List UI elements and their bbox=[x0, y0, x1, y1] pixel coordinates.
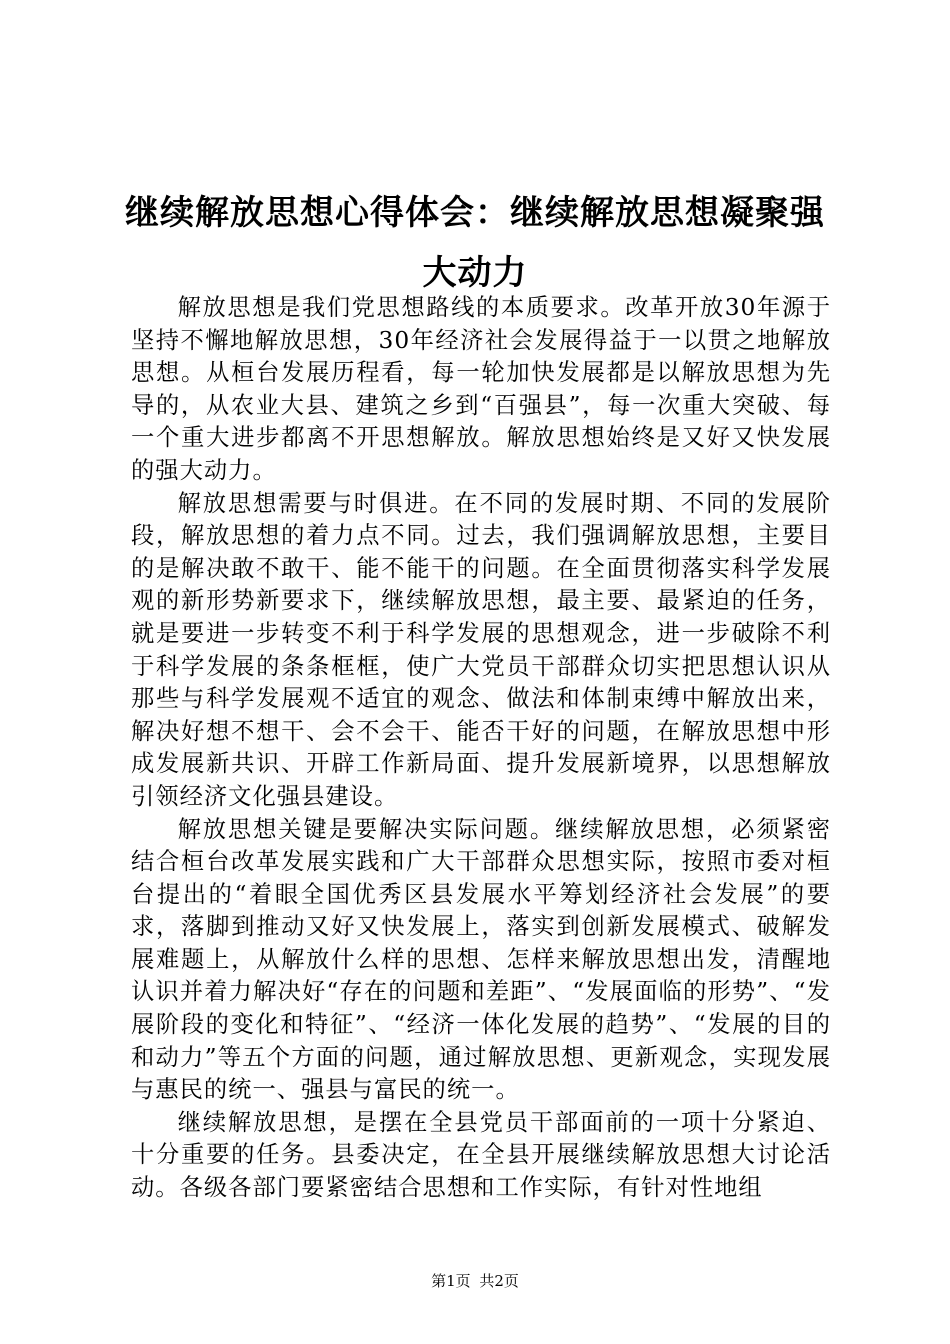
page-footer bbox=[0, 1271, 950, 1291]
page-number: 第1页 bbox=[431, 1272, 471, 1290]
document-title: 继续解放思想心得体会：继续解放思想凝聚强大动力 bbox=[125, 193, 825, 293]
paragraph-4: 继续解放思想，是摆在全县党员干部面前的一项十分紧迫、十分重要的任务。县委决定，在全县开展继续解放思想大讨论活动。各级各部门要紧密结合思想和工作实际，有针对性地组 bbox=[131, 1108, 831, 1202]
paragraph-2: 解放思想需要与时俱进。在不同的发展时期、不同的发展阶段，解放思想的着力点不同。过去，我们强调解放思想，主要目的是解决敢不敢干、能不能干的问题。在全面贯彻落实科学发展观的新形势新要求下，继续解放思想，最主要、最紧迫的任务，就是要进一步转变不利于科学发展的思想观念，进一步破除不利于科学发展的条条框框，使广大党员干部群众切实把思想认识从那些与科学发展观不适宜的观念、做法和体制束缚中解放出来，解决好想不想干、会不会干、能否干好的问题，在解放思想中形成发展新共识、开辟工作新局面、提升发展新境界，以思想解放引领经济文化强县建设。 bbox=[131, 489, 831, 810]
paragraph-3: 解放思想关键是要解决实际问题。继续解放思想，必须紧密结合桓台改革发展实践和广大干部群众思想实际，按照市委对桓台提出的“着眼全国优秀区县发展水平筹划经济社会发展”的要求，落脚到推动又好又快发展上，落实到创新发展模式、破解发展难题上，从解放什么样的思想、怎样来解放思想出发，清醒地认识并着力解决好“存在的问题和差距”、“发展面临的形势”、“发展阶段的变化和特征”、“经济一体化发展的趋势”、“发展的目的和动力”等五个方面的问题，通过解放思想、更新观念，实现发展与惠民的统一、强县与富民的统一。 bbox=[131, 815, 831, 1104]
paragraph-1: 解放思想是我们党思想路线的本质要求。改革开放30年源于坚持不懈地解放思想，30年经济社会发展得益于一以贯之地解放思想。从桓台发展历程看，每一轮加快发展都是以解放思想为先导的，从农业大县、建筑之乡到“百强县”，每一次重大突破、每一个重大进步都离不开思想解放。解放思想始终是又好又快发展的强大动力。 bbox=[131, 294, 831, 484]
document-body bbox=[131, 292, 831, 1205]
page-total: 共2页 bbox=[479, 1272, 519, 1290]
